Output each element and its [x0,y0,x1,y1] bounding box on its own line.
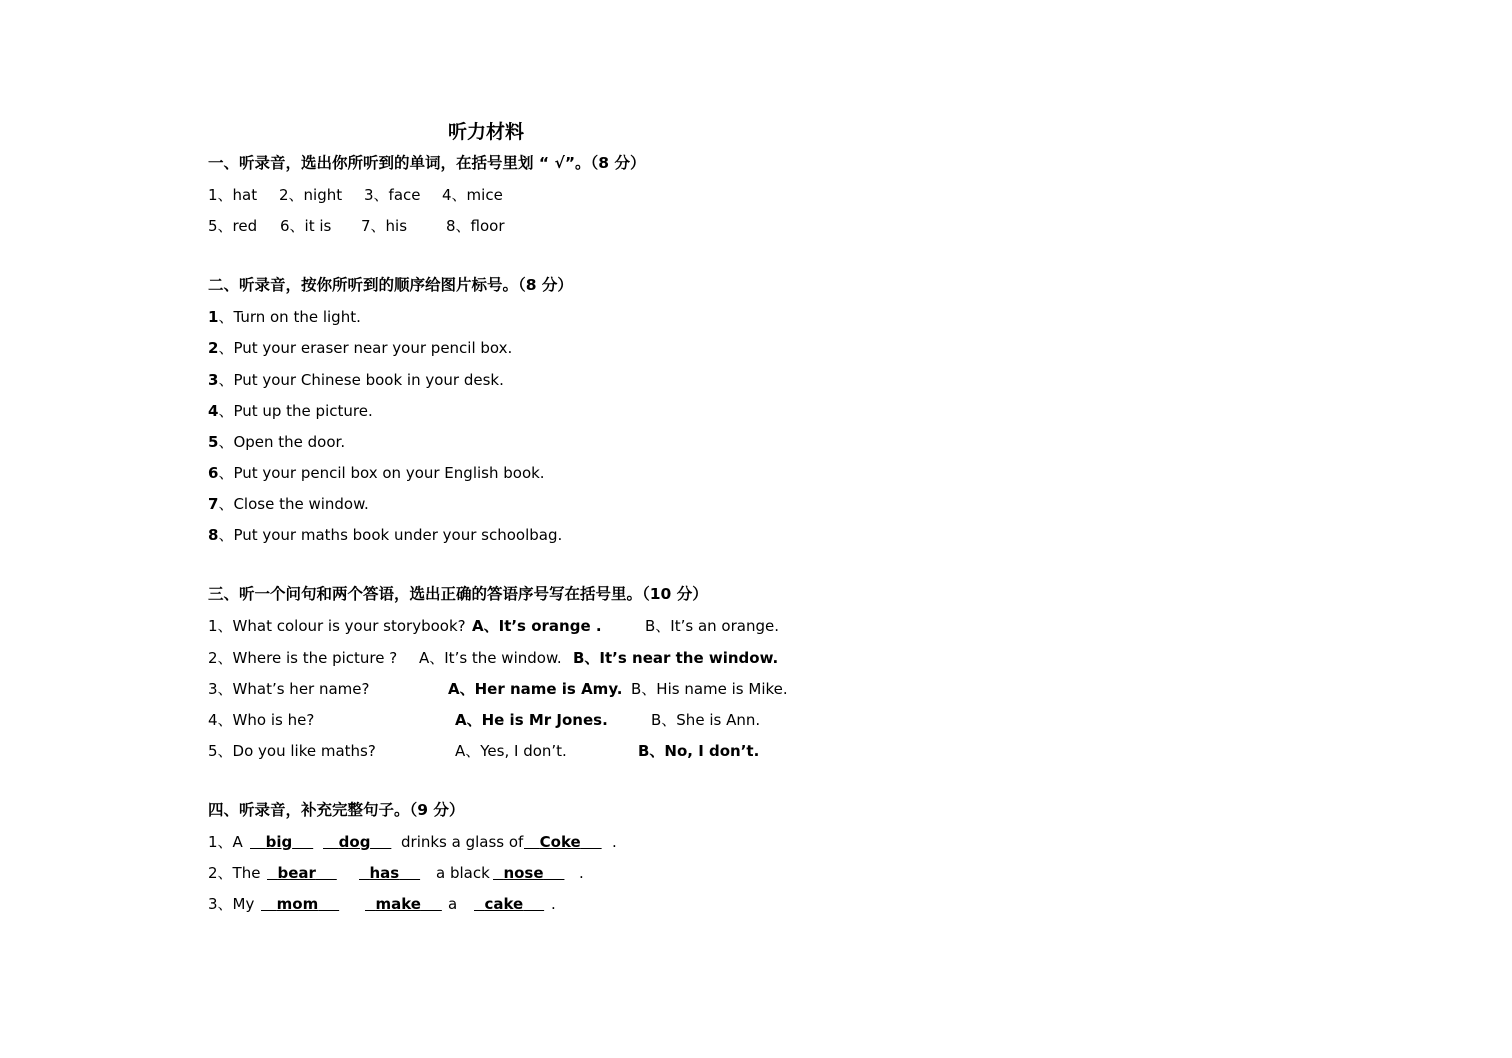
sentence-end: . [612,833,617,851]
section-3-heading: 三、听一个问句和两个答语，选出正确的答语序号写在括号里。（10 分） [208,585,708,603]
section-2-heading: 二、听录音，按你所听到的顺序给图片标号。（8 分） [208,276,573,294]
page-title: 听力材料 [448,121,525,143]
sentence-text: drinks a glass of [401,833,524,851]
answer-b: B、His name is Mike. [631,680,788,698]
list-item: 3、Put your Chinese book in your desk. [208,371,504,389]
filled-blank: dog [338,833,371,851]
filled-blank: bear [277,864,316,882]
list-item: 4、Put up the picture. [208,402,373,420]
answer-a: A、Yes, I don’t. [455,742,567,760]
section-4-heading: 四、听录音，补充完整句子。（9 分） [208,801,465,819]
answer-b: B、It’s near the window. [573,649,779,667]
list-item: 1、Turn on the light. [208,308,361,326]
filled-blank: cake [484,895,524,913]
answer-a: A、It’s the window. [419,649,562,667]
answer-a: A、It’s orange . [472,617,602,635]
sentence-prefix: 2、The [208,864,261,882]
sentence-end: . [551,895,556,913]
filled-blank: make [375,895,421,913]
word-item: 5、red [208,217,258,235]
word-item: 1、hat [208,186,258,204]
sentence-text: a black [436,864,490,882]
list-item: 8、Put your maths book under your schoolbag. [208,526,563,544]
word-item: 8、floor [446,217,505,235]
answer-b: B、It’s an orange. [645,617,779,635]
list-item: 6、Put your pencil box on your English book. [208,464,545,482]
sentence-end: . [579,864,584,882]
answer-a: A、Her name is Amy. [448,680,623,698]
answer-a: A、He is Mr Jones. [455,711,608,729]
list-item: 2、Put your eraser near your pencil box. [208,339,513,357]
question: 4、Who is he? [208,711,315,729]
word-item: 6、it is [280,217,332,235]
list-item: 7、Close the window. [208,495,369,513]
question: 1、What colour is your storybook? [208,617,466,635]
word-item: 3、face [364,186,421,204]
question: 2、Where is the picture ? [208,649,398,667]
filled-blank: has [369,864,400,882]
sentence-prefix: 3、My [208,895,255,913]
answer-b: B、She is Ann. [651,711,761,729]
word-item: 2、night [279,186,343,204]
filled-blank: big [265,833,293,851]
filled-blank: mom [276,895,319,913]
filled-blank: Coke [539,833,581,851]
question: 5、Do you like maths? [208,742,376,760]
sentence-text: a [448,895,458,913]
sentence-prefix: 1、A [208,833,243,851]
filled-blank: nose [503,864,544,882]
question: 3、What’s her name? [208,680,370,698]
word-item: 7、his [361,217,408,235]
section-1-heading: 一、听录音，选出你所听到的单词，在括号里划 “ √”。（8 分） [208,154,646,172]
word-item: 4、mice [442,186,503,204]
answer-b: B、No, I don’t. [638,742,760,760]
list-item: 5、Open the door. [208,433,346,451]
